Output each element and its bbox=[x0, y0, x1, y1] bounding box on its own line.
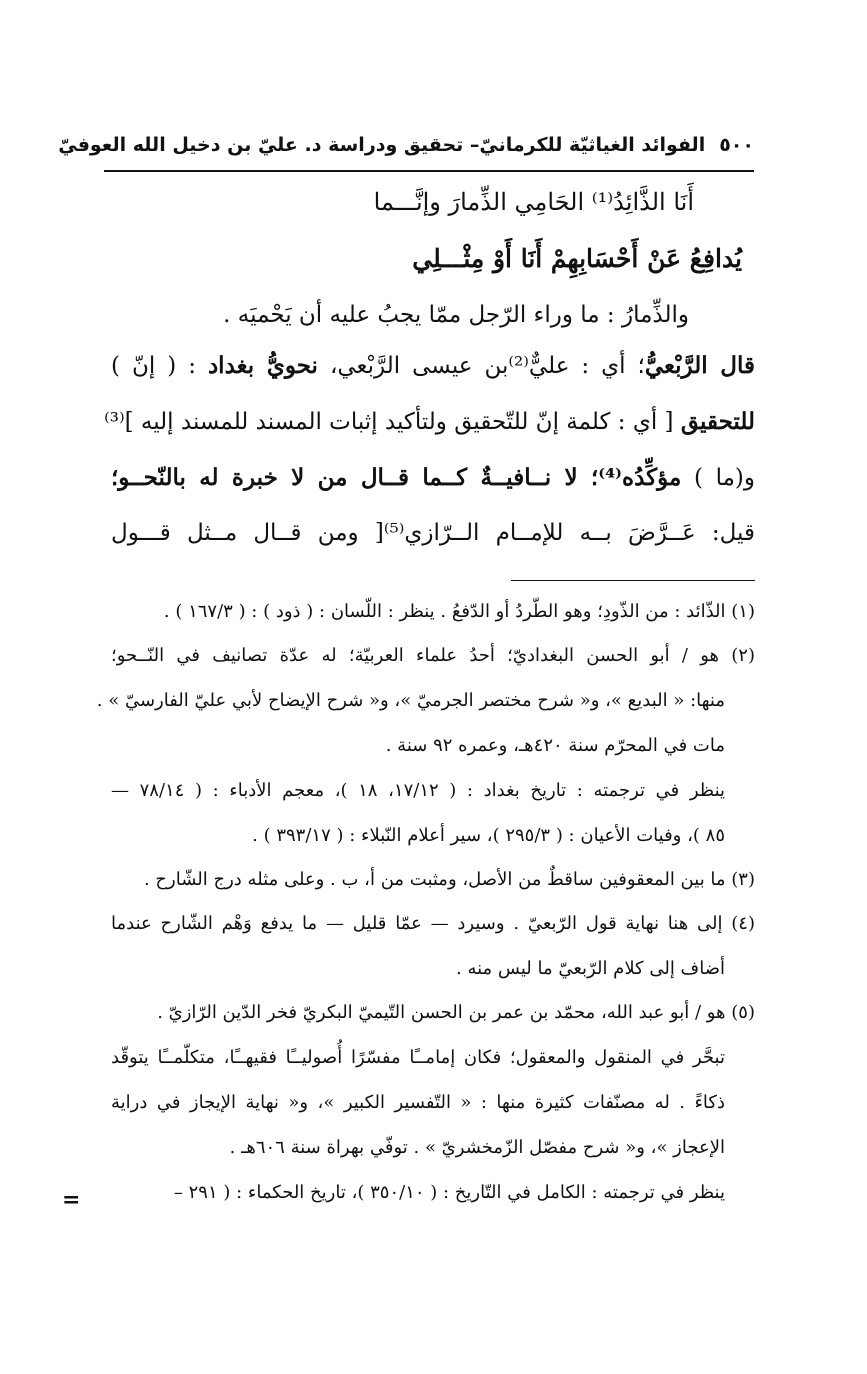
body-line-2-end: : ( إنّ ) bbox=[111, 353, 208, 379]
running-header bbox=[58, 134, 754, 156]
footnote-4-line-2: أضاف إلى كلام الرّبعيّ ما ليس منه . bbox=[456, 958, 725, 979]
header-rule bbox=[104, 170, 754, 172]
body-line-3-rest: [ أي : كلمة إنّ للتّحقيق ولتأكيد إثبات المسند للمسند إليه ]⁽³⁾ bbox=[104, 409, 681, 435]
bold-quote-rabai: قال الرَّبْعيُّ bbox=[644, 352, 755, 379]
body-line-2 bbox=[111, 352, 755, 379]
footnote-4-line-1: (٤) إلى هنا نهاية قول الرّبعيّ . وسيرد — عمّا قليل — ما يدفع وَهْم الشّارح عندما bbox=[111, 913, 755, 934]
footnote-2-line-1: (٢) هو / أبو الحسن البغداديّ؛ أحدُ علماء العربيّة؛ له عدّة تصانيف في النّــحو؛ bbox=[111, 645, 755, 666]
footnote-5-line-1: (٥) هو / أبو عبد الله، محمّد بن عمر بن الحسن التّيميّ البكريّ فخر الدّين الرّازيّ . bbox=[157, 1002, 755, 1023]
footnote-1: (١) الذّائد : من الذّودِ؛ وهو الطّردُ أو الدّفعُ . ينظر : اللّسان : ( ذود ) : ( ١٦٧/٣ ) . bbox=[163, 601, 755, 622]
footnote-3: (٣) ما بين المعقوفين ساقطٌ من الأصل، ومثبت من أ، ب . وعلى مثله درج الشّارح . bbox=[143, 869, 755, 890]
body-line-4-start: و(ما ) bbox=[681, 465, 755, 491]
bold-nahwi-baghdad: نحويُّ بغداد bbox=[207, 352, 318, 379]
footnote-5-line-5: ينظر في ترجمته : الكامل في التّاريخ : ( ٣٥٠/١٠ )، تاريخ الحكماء : ( ٢٩١ – bbox=[173, 1182, 725, 1203]
page-number: ٥٠٠ bbox=[719, 134, 754, 156]
continuation-mark: = bbox=[62, 1187, 81, 1213]
footnote-5-line-4: الإعجاز »، و« شرح مفصّل الزّمخشريّ » . توفّي بهراة سنة ٦٠٦هـ . bbox=[229, 1137, 725, 1158]
footnote-2-line-3: مات في المحرّم سنة ٤٢٠هـ، وعمره ٩٢ سنة . bbox=[385, 735, 725, 756]
body-line-2-mid: ؛ أي : عليٌّ⁽²⁾بن عيسى الرَّبْعي، bbox=[317, 353, 645, 379]
footnote-2-line-5: ٨٥ )، وفيات الأعيان : ( ٢٩٥/٣ )، سير أعلام النّبلاء : ( ٣٩٣/١٧ ) . bbox=[252, 825, 725, 846]
footnote-5-line-3: ذكاءً . له مصنّفات كثيرة منها : « التّفسير الكبير »، و« نهاية الإيجاز في دراية bbox=[111, 1092, 725, 1113]
body-line-3 bbox=[104, 408, 755, 435]
verse-first-hemistich: أَنَا الذَّائِدُ⁽¹⁾ الحَامِي الذِّمارَ وإنَّـــما bbox=[373, 188, 694, 216]
footnote-rule bbox=[511, 580, 755, 581]
running-title: الفوائد الغياثيّة للكرمانيّ– تحقيق ودراسة د. عليّ بن دخيل الله العوفيّ bbox=[58, 134, 706, 156]
bold-muakkiduh: مؤكِّدُه⁽⁴⁾؛ لا نــافيــةٌ كــما قــال من لا خبرة له بالنّحــو؛ bbox=[111, 464, 682, 491]
verse-second-hemistich: يُدافِعُ عَنْ أَحْسَابِهِمْ أَنَا أَوْ مِثْـــلِي bbox=[412, 244, 742, 273]
footnote-5-line-2: تبحَّر في المنقول والمعقول؛ فكان إمامــًا مفسّرًا أُصوليــًا فقيهــًا، متكلّمــًا يتوقّد bbox=[111, 1047, 725, 1068]
body-line-5: قيل: عَــرَّضَ بــه للإمــام الــرّازي⁽⁵⁾[ ومن قــال مــثل قـــول bbox=[111, 520, 755, 546]
footnote-2-line-4: ينظر في ترجمته : تاريخ بغداد : ( ١٧/١٢، ١٨ )، معجم الأدباء : ( ٧٨/١٤ — bbox=[111, 780, 726, 801]
body-line-1: والذِّمارُ : ما وراء الرّجل ممّا يجبُ عليه أن يَحْميَه . bbox=[223, 302, 689, 328]
footnote-2-line-2: منها: « البديع »، و« شرح مختصر الجرميّ »، و« شرح الإيضاح لأبي عليّ الفارسيّ » . bbox=[96, 690, 725, 711]
bold-lil-tahqiq: للتحقيق bbox=[680, 408, 755, 435]
body-line-4 bbox=[111, 464, 755, 491]
